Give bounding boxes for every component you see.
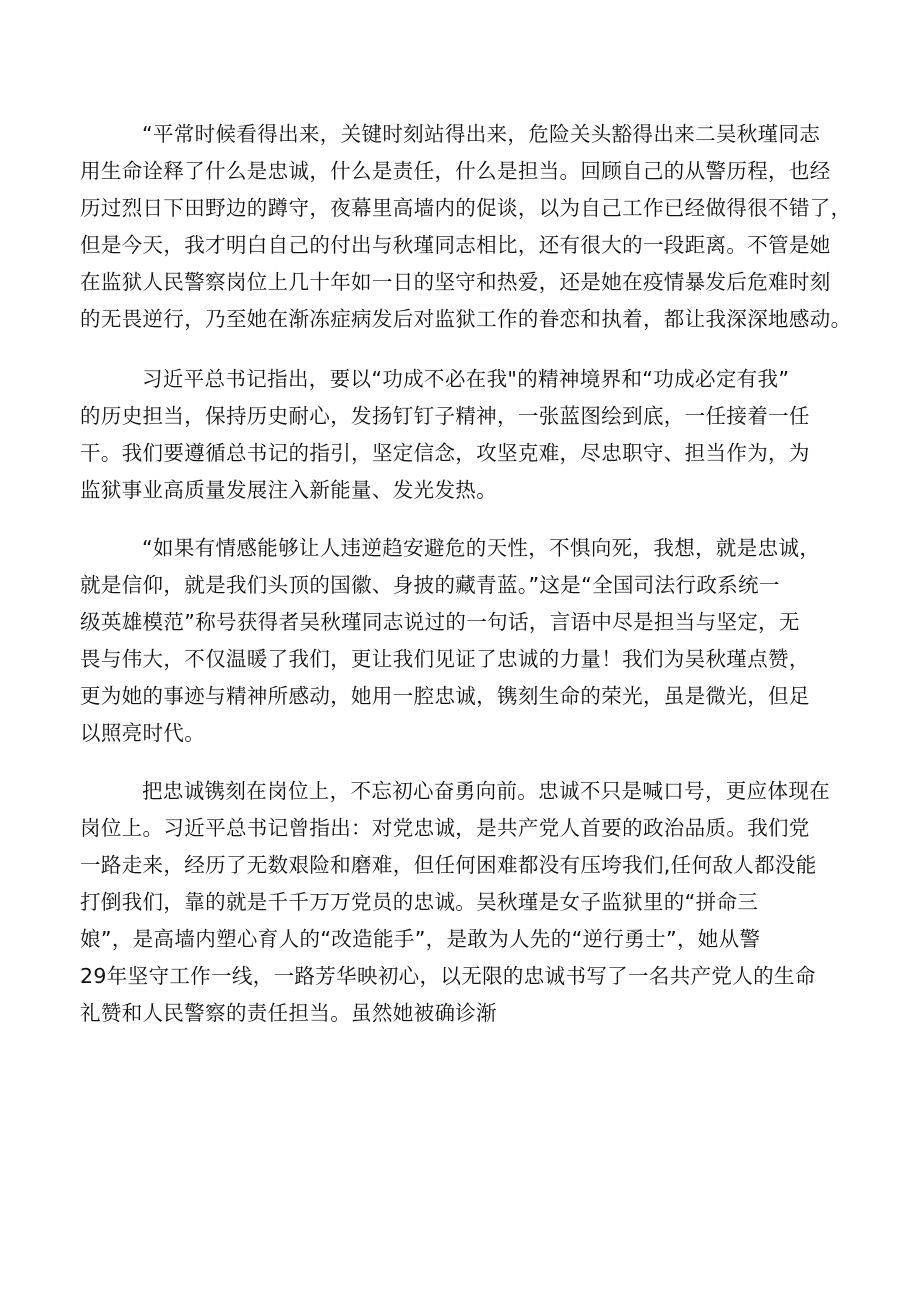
- text-line: 畏与伟大，不仅温暖了我们，更让我们见证了忠诚的力量！我们为吴秋瑾点赞，: [80, 647, 810, 671]
- text-line: 但是今天，我才明白自己的付出与秋瑾同志相比，还有很大的一段距离。不管是她: [80, 233, 831, 257]
- text-line: 娘”，是高墙内塑心育人的“改造能手”，是敢为人先的“逆行勇士”，她从警: [80, 927, 761, 951]
- text-line: 的历史担当，保持历史耐心，发扬钉钉子精神，一张蓝图绘到底，一任接着一任: [80, 404, 810, 428]
- text-line: 监狱事业高质量发展注入新能量、发光发热。: [80, 478, 497, 502]
- text-line: 用生命诠释了什么是忠诚，什么是责任，什么是担当。回顾自己的从警历程，也经: [80, 159, 831, 183]
- text-line: 习近平总书记指出，要以“功成不必在我"的精神境界和“功成必定有我”: [142, 367, 790, 391]
- paragraph-loyalty-quote: [80, 116, 860, 338]
- paragraph-historical-responsibility: [80, 361, 860, 509]
- text-line: 29年坚守工作一线，一路芳华映初心，以无限的忠诚书写了一名共产党人的生命: [80, 964, 816, 988]
- text-line: “平常时候看得出来，关键时刻站得出来，危险关头豁得出来二吴秋瑾同志: [142, 122, 821, 146]
- text-line: 更为她的事迹与精神所感动，她用一腔忠诚，镌刻生命的荣光，虽是微光，但足: [80, 684, 810, 708]
- text-line: 历过烈日下田野边的蹲守，夜幕里高墙内的促谈，以为自己工作已经做得很不错了，: [80, 196, 852, 220]
- text-line: 把忠诚镌刻在岗位上，不忘初心奋勇向前。忠诚不只是喊口号，更应体现在: [142, 779, 831, 803]
- text-line: 岗位上。习近平总书记曾指出：对党忠诚，是共产党人首要的政治品质。我们党: [80, 816, 810, 840]
- text-line: 礼赞和人民警察的责任担当。虽然她被确诊渐: [80, 1001, 497, 1025]
- text-line: “如果有情感能够让人违逆趋安避危的天性，不惧向死，我想，就是忠诚，: [142, 536, 821, 560]
- text-line: 在监狱人民警察岗位上几十年如一日的坚守和热爱，还是她在疫情暴发后危难时刻: [80, 270, 831, 294]
- text-line: 一路走来，经历了无数艰险和磨难，但任何困难都没有压垮我们,任何敌人都没能: [80, 853, 817, 877]
- text-line: 的无畏逆行，乃至她在渐冻症病发后对监狱工作的眷恋和执着，都让我深深地感动。: [80, 307, 852, 331]
- text-line: 以照亮时代。: [80, 721, 206, 745]
- paragraph-heroic-model: [80, 530, 860, 752]
- text-line: 打倒我们，靠的就是千千万万党员的忠诚。吴秋瑾是女子监狱里的“拼命三: [80, 890, 759, 914]
- text-line: 干。我们要遵循总书记的指引，坚定信念，攻坚克难，尽忠职守、担当作为，为: [80, 441, 810, 465]
- paragraph-loyalty-at-post: [80, 773, 860, 1032]
- text-line: 就是信仰，就是我们头顶的国徽、身披的藏青蓝。”这是“全国司法行政系统一: [80, 573, 780, 597]
- text-line: 级英雄模范”称号获得者吴秋瑾同志说过的一句话，言语中尽是担当与坚定，无: [80, 610, 800, 634]
